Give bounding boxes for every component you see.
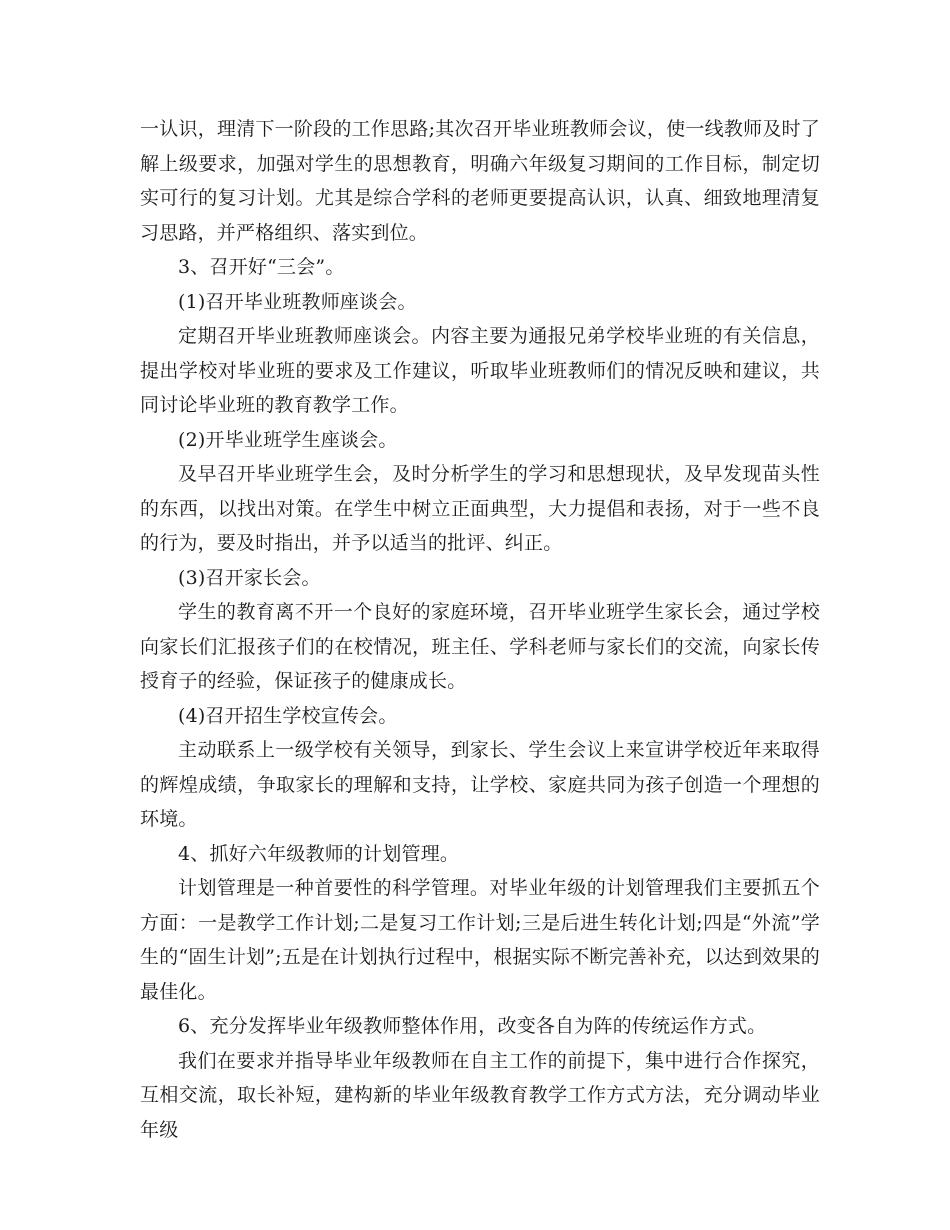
paragraph-teacher-meeting: 定期召开毕业班教师座谈会。内容主要为通报兄弟学校毕业班的有关信息，提出学校对毕业班的要求及工作建议，听取毕业班教师们的情况反映和建议，共同讨论毕业班的教育教学工作。 — [140, 325, 820, 416]
paragraph-student-meeting: 及早召开毕业班学生会，及时分析学生的学习和思想现状，及早发现苗头性的东西，以找出对策。在学生中树立正面典型，大力提倡和表扬，对于一些不良的行为，要及时指出，并予以适当的批评、纠正。 — [140, 463, 820, 554]
paragraph-continuation: 一认识，理清下一阶段的工作思路;其次召开毕业班教师会议，使一线教师及时了解上级要求，加强对学生的思想教育，明确六年级复习期间的工作目标，制定切实可行的复习计划。尤其是综合学科的老师更要提高认识，认真、细致地理清复习思路，并严格组织、落实到位。 — [140, 118, 820, 244]
subheading-parent-meeting: (3)召开家长会。 — [178, 566, 321, 589]
subheading-enrollment-meeting: (4)召开招生学校宣传会。 — [178, 704, 398, 727]
subheading-student-meeting: (2)开毕业班学生座谈会。 — [178, 428, 398, 451]
paragraph-teacher-teamwork: 我们在要求并指导毕业年级教师在自主工作的前提下，集中进行合作探究，互相交流，取长补短，建构新的毕业年级教育教学工作方式方法，充分调动毕业年级 — [140, 1049, 820, 1141]
heading-teacher-teamwork: 6、充分发挥毕业年级教师整体作用，改变各自为阵的传统运作方式。 — [178, 1015, 767, 1037]
paragraph-parent-meeting: 学生的教育离不开一个良好的家庭环境，召开毕业班学生家长会，通过学校向家长们汇报孩子们的在校情况，班主任、学科老师与家长们的交流，向家长传授育子的经验，保证孩子的健康成长。 — [140, 601, 820, 692]
paragraph-plan-management: 计划管理是一种首要性的科学管理。对毕业年级的计划管理我们主要抓五个方面：一是教学工作计划;二是复习工作计划;三是后进生转化计划;四是“外流”学生的“固生计划”;五是在计划执行过程中，根据实际不断完善补充，以达到效果的最佳化。 — [140, 877, 820, 1003]
subheading-teacher-meeting: (1)召开毕业班教师座谈会。 — [178, 290, 417, 313]
heading-three-meetings: 3、召开好“三会”。 — [178, 256, 345, 278]
paragraph-enrollment-meeting: 主动联系上一级学校有关领导，到家长、学生会议上来宣讲学校近年来取得的辉煌成绩，争取家长的理解和支持，让学校、家庭共同为孩子创造一个理想的环境。 — [140, 739, 820, 830]
heading-plan-management: 4、抓好六年级教师的计划管理。 — [178, 842, 460, 865]
document-body — [140, 112, 820, 1147]
